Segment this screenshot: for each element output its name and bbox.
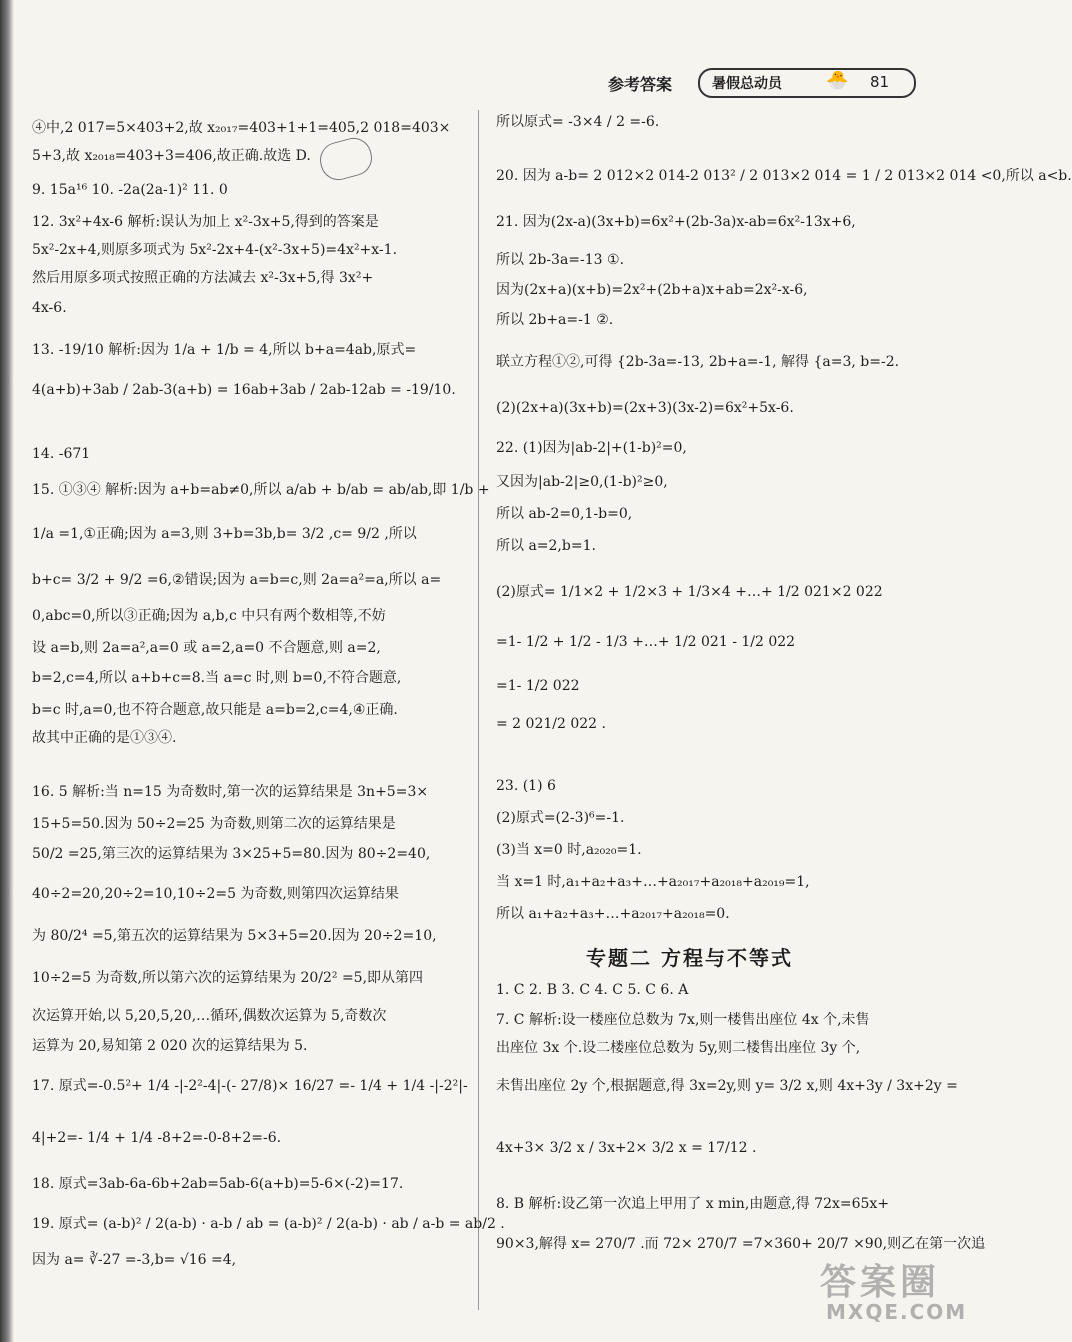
- solution-line: 9. 15a¹⁶ 10. -2a(2a-1)² 11. 0: [32, 182, 228, 198]
- solution-line: 16. 5 解析:当 n=15 为奇数时,第一次的运算结果是 3n+5=3×: [32, 784, 429, 800]
- solution-line: 联立方程①②,可得 {2b-3a=-13, 2b+a=-1, 解得 {a=3, b=-2.: [496, 354, 900, 370]
- solution-line: 8. B 解析:设乙第一次追上甲用了 x min,由题意,得 72x=65x+: [496, 1196, 890, 1212]
- solution-line: 22. (1)因为|ab-2|+(1-b)²=0,: [496, 440, 687, 456]
- solution-line: 17. 原式=-0.5²+ 1/4 -|-2²-4|-(- 27/8)× 16/27 =- 1/4 + 1/4 -|-2²|-: [32, 1078, 468, 1094]
- solution-line: 15. ①③④ 解析:因为 a+b=ab≠0,所以 a/ab + b/ab = ab/ab,即 1/b +: [32, 482, 490, 498]
- page-number: 81: [870, 73, 890, 91]
- solution-line: 故其中正确的是①③④.: [32, 730, 177, 746]
- solution-line: 7. C 解析:设一楼座位总数为 7x,则一楼售出座位 4x 个,未售: [496, 1012, 870, 1028]
- solution-line: 5+3,故 x₂₀₁₈=403+3=406,故正确.故选 D.: [32, 148, 311, 164]
- solution-line: 4(a+b)+3ab / 2ab-3(a+b) = 16ab+3ab / 2ab-12ab = -19/10.: [32, 382, 456, 398]
- solution-line: 所以 a₁+a₂+a₃+…+a₂₀₁₇+a₂₀₁₈=0.: [496, 906, 730, 922]
- solution-line: 所以 2b+a=-1 ②.: [496, 312, 614, 328]
- page-spine: [0, 0, 14, 1342]
- solution-line: 50/2 =25,第三次的运算结果为 3×25+5=80.因为 80÷2=40,: [32, 846, 431, 862]
- solution-line: =1- 1/2 022: [496, 678, 580, 694]
- solution-line: =1- 1/2 + 1/2 - 1/3 +…+ 1/2 021 - 1/2 022: [496, 634, 796, 650]
- solution-line: 40÷2=20,20÷2=10,10÷2=5 为奇数,则第四次运算结果: [32, 886, 399, 902]
- brand-badge: [698, 68, 916, 98]
- solution-line: 12. 3x²+4x-6 解析:误认为加上 x²-3x+5,得到的答案是: [32, 214, 379, 230]
- solution-line: 15+5=50.因为 50÷2=25 为奇数,则第二次的运算结果是: [32, 816, 396, 832]
- stamp-mark: [316, 134, 376, 184]
- solution-line: 设 a=b,则 2a=a²,a=0 或 a=2,a=0 不合题意,则 a=2,: [32, 640, 381, 656]
- solution-line: 所以 2b-3a=-13 ①.: [496, 252, 625, 268]
- solution-line: 当 x=1 时,a₁+a₂+a₃+…+a₂₀₁₇+a₂₀₁₈+a₂₀₁₉=1,: [496, 874, 810, 890]
- site-watermark: [790, 1250, 990, 1330]
- solution-line: (2)原式= 1/1×2 + 1/2×3 + 1/3×4 +…+ 1/2 021×2 022: [496, 584, 883, 600]
- solution-line: 为 80/2⁴ =5,第五次的运算结果为 5×3+5=20.因为 20÷2=10,: [32, 928, 437, 944]
- solution-line: b=c 时,a=0,也不符合题意,故只能是 a=b=2,c=4,④正确.: [32, 702, 398, 718]
- solution-line: 4x+3× 3/2 x / 3x+2× 3/2 x = 17/12 .: [496, 1140, 757, 1156]
- solution-line: 1/a =1,①正确;因为 a=3,则 3+b=3b,b= 3/2 ,c= 9/2 ,所以: [32, 526, 417, 542]
- solution-line: 又因为|ab-2|≥0,(1-b)²≥0,: [496, 474, 668, 490]
- solution-line: 所以 a=2,b=1.: [496, 538, 596, 554]
- solution-line: ④中,2 017=5×403+2,故 x₂₀₁₇=403+1+1=405,2 018=403×: [32, 120, 451, 136]
- solution-line: b+c= 3/2 + 9/2 =6,②错误;因为 a=b=c,则 2a=a²=a,所以 a=: [32, 572, 442, 588]
- solution-line: 1. C 2. B 3. C 4. C 5. C 6. A: [496, 982, 689, 998]
- solution-line: 因为 a= ∛-27 =-3,b= √16 =4,: [32, 1252, 237, 1268]
- solution-line: 出座位 3x 个.设二楼座位总数为 5y,则二楼售出座位 3y 个,: [496, 1040, 861, 1056]
- solution-line: 4|+2=- 1/4 + 1/4 -8+2=-0-8+2=-6.: [32, 1130, 282, 1146]
- solution-line: 90×3,解得 x= 270/7 .而 72× 270/7 =7×360+ 20/7 ×90,则乙在第一次追: [496, 1236, 986, 1252]
- mascot-icon: 🐣: [826, 70, 849, 91]
- solution-line: = 2 021/2 022 .: [496, 716, 606, 732]
- solution-line: 4x-6.: [32, 300, 67, 316]
- solution-line: (3)当 x=0 时,a₂₀₂₀=1.: [496, 842, 642, 858]
- solution-line: 然后用原多项式按照正确的方法减去 x²-3x+5,得 3x²+: [32, 270, 374, 286]
- watermark-url: MXQE.COM: [826, 1300, 968, 1324]
- solution-line: 18. 原式=3ab-6a-6b+2ab=5ab-6(a+b)=5-6×(-2)=17.: [32, 1176, 404, 1192]
- solution-line: 0,abc=0,所以③正确;因为 a,b,c 中只有两个数相等,不妨: [32, 608, 386, 624]
- solution-line: b=2,c=4,所以 a+b+c=8.当 a=c 时,则 b=0,不符合题意,: [32, 670, 402, 686]
- solution-line: 5x²-2x+4,则原多项式为 5x²-2x+4-(x²-3x+5)=4x²+x-1.: [32, 242, 398, 258]
- solution-line: (2)(2x+a)(3x+b)=(2x+3)(3x-2)=6x²+5x-6.: [496, 400, 794, 416]
- solution-line: 次运算开始,以 5,20,5,20,…循环,偶数次运算为 5,奇数次: [32, 1008, 387, 1024]
- reference-answer-label: 参考答案: [608, 75, 673, 94]
- solution-line: 运算为 20,易知第 2 020 次的运算结果为 5.: [32, 1038, 308, 1054]
- brand-name: 暑假总动员: [712, 76, 782, 92]
- solution-line: 13. -19/10 解析:因为 1/a + 1/b = 4,所以 b+a=4ab,原式=: [32, 342, 417, 358]
- solution-line: 21. 因为(2x-a)(3x+b)=6x²+(2b-3a)x-ab=6x²-13x+6,: [496, 214, 856, 230]
- solution-line: 20. 因为 a-b= 2 012×2 014-2 013² / 2 013×2 014 = 1 / 2 013×2 014 <0,所以 a<b.: [496, 168, 1072, 184]
- page-header: [600, 66, 920, 100]
- solution-line: 14. -671: [32, 446, 91, 462]
- solution-line: 所以 ab-2=0,1-b=0,: [496, 506, 633, 522]
- solution-line: 因为(2x+a)(x+b)=2x²+(2b+a)x+ab=2x²-x-6,: [496, 282, 808, 298]
- solution-line: 所以原式= -3×4 / 2 =-6.: [496, 114, 660, 130]
- solution-line: 19. 原式= (a-b)² / 2(a-b) · a-b / ab = (a-b)² / 2(a-b) · ab / a-b = ab/2 .: [32, 1216, 505, 1232]
- column-divider: [478, 110, 479, 1310]
- solution-line: 未售出座位 2y 个,根据题意,得 3x=2y,则 y= 3/2 x,则 4x+3y / 3x+2y =: [496, 1078, 958, 1094]
- solution-line: 10÷2=5 为奇数,所以第六次的运算结果为 20/2² =5,即从第四: [32, 970, 424, 986]
- section-title: 专题二 方程与不等式: [586, 946, 793, 970]
- watermark-text: 答案圈: [820, 1262, 941, 1303]
- solution-line: (2)原式=(2-3)⁶=-1.: [496, 810, 625, 826]
- solution-line: 23. (1) 6: [496, 778, 556, 794]
